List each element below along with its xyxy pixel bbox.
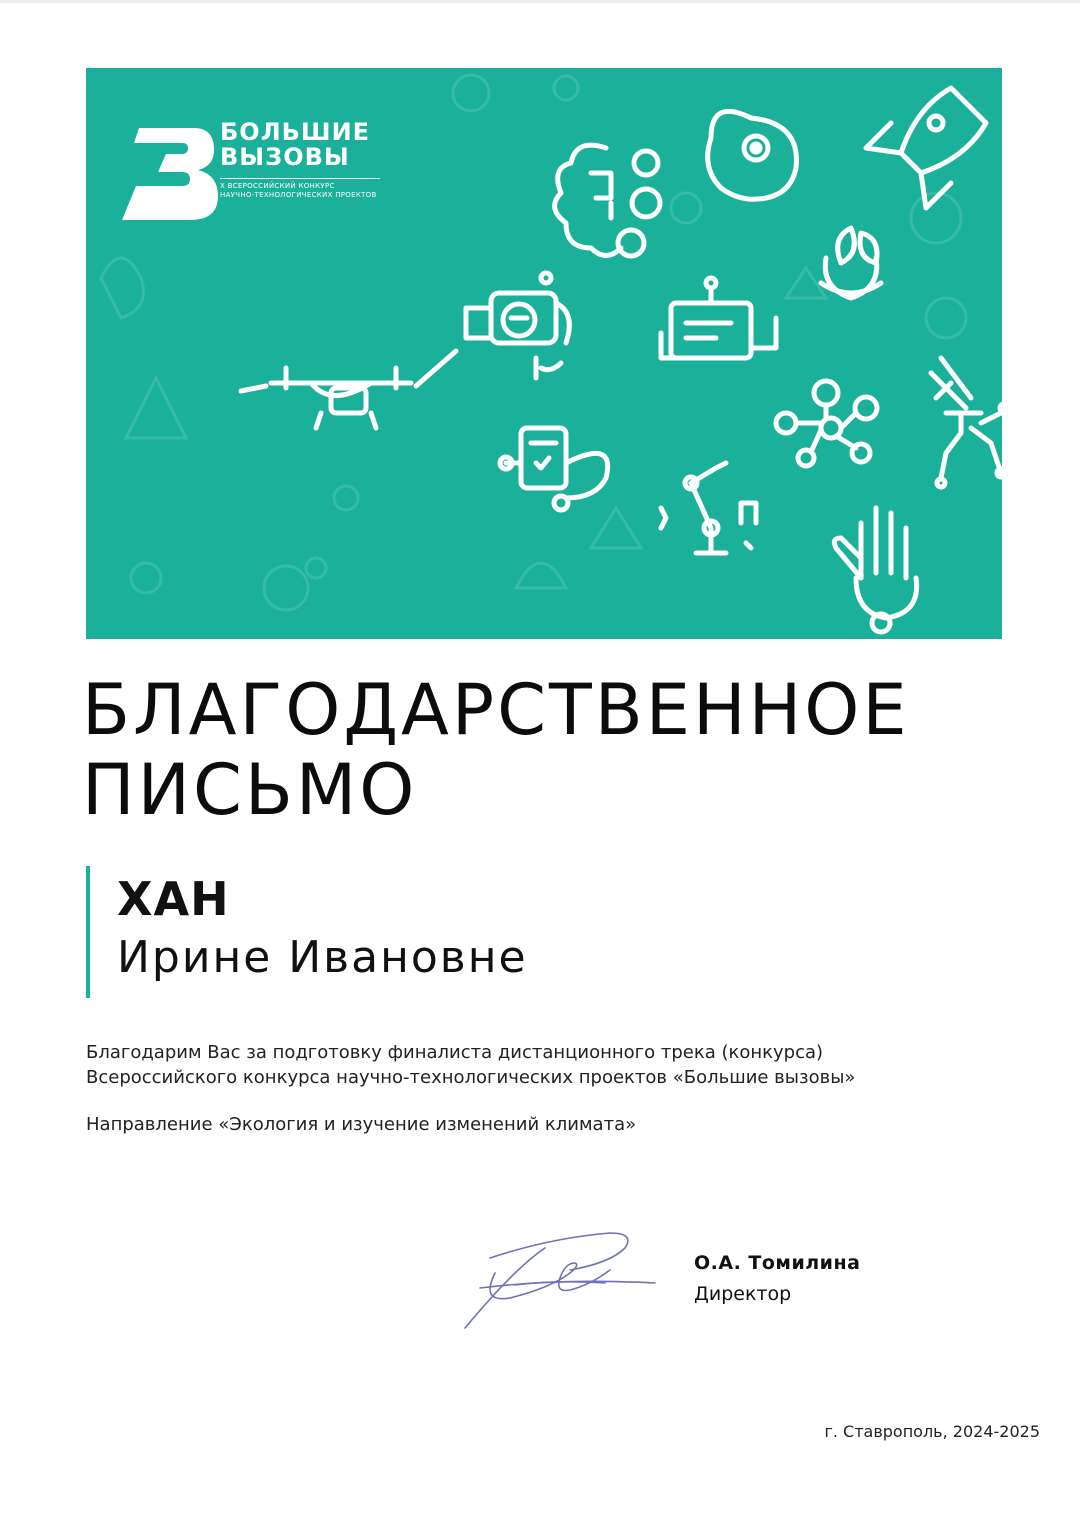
logo — [122, 120, 402, 210]
medical-device-icon — [500, 428, 608, 510]
recipient-surname: ХАН — [117, 872, 230, 926]
recipient-accent-bar — [86, 866, 90, 998]
robot-arm-icon — [661, 463, 756, 553]
signature — [455, 1228, 665, 1338]
leaf-hands-icon — [821, 228, 881, 298]
place-and-year: г. Ставрополь, 2024-2025 — [824, 1422, 1040, 1441]
wheat-circuit-icon — [931, 358, 1002, 487]
camera-robot-icon — [466, 273, 569, 378]
top-edge-line — [0, 0, 1080, 3]
direction-text: Направление «Экология и изучение изменений климата» — [86, 1114, 637, 1135]
document-title: БЛАГОДАРСТВЕННОЕ ПИСЬМО — [82, 669, 910, 831]
recipient-given-names: Ирине Ивановне — [117, 932, 528, 983]
logo-divider — [220, 178, 380, 179]
signer-name: О.А. Томилина — [694, 1252, 861, 1274]
header-banner — [86, 68, 1002, 639]
molecule-network-icon — [776, 381, 877, 466]
eye-brain-icon — [708, 111, 797, 199]
gratitude-text — [86, 1040, 1026, 1090]
tablet-circuit-icon — [661, 278, 776, 358]
logo-title: БОЛЬШИЕ ВЫЗОВЫ — [220, 118, 371, 171]
signer-role: Директор — [694, 1283, 792, 1305]
logo-subtitle: X ВСЕРОССИЙСКИЙ КОНКУРС НАУЧНО-ТЕХНОЛОГИЧЕСКИХ ПРОЕКТОВ — [220, 182, 377, 199]
robotic-hand-icon — [834, 508, 916, 632]
gratitude-line-1: Благодарим Вас за подготовку финалиста дистанционного трека (конкурса) — [86, 1042, 824, 1063]
drone-icon — [241, 351, 456, 428]
gratitude-line-2: Всероссийского конкурса научно-технологических проектов «Большие вызовы» — [86, 1067, 856, 1088]
rocket-icon — [866, 88, 986, 208]
brain-circuit-icon — [555, 145, 660, 256]
